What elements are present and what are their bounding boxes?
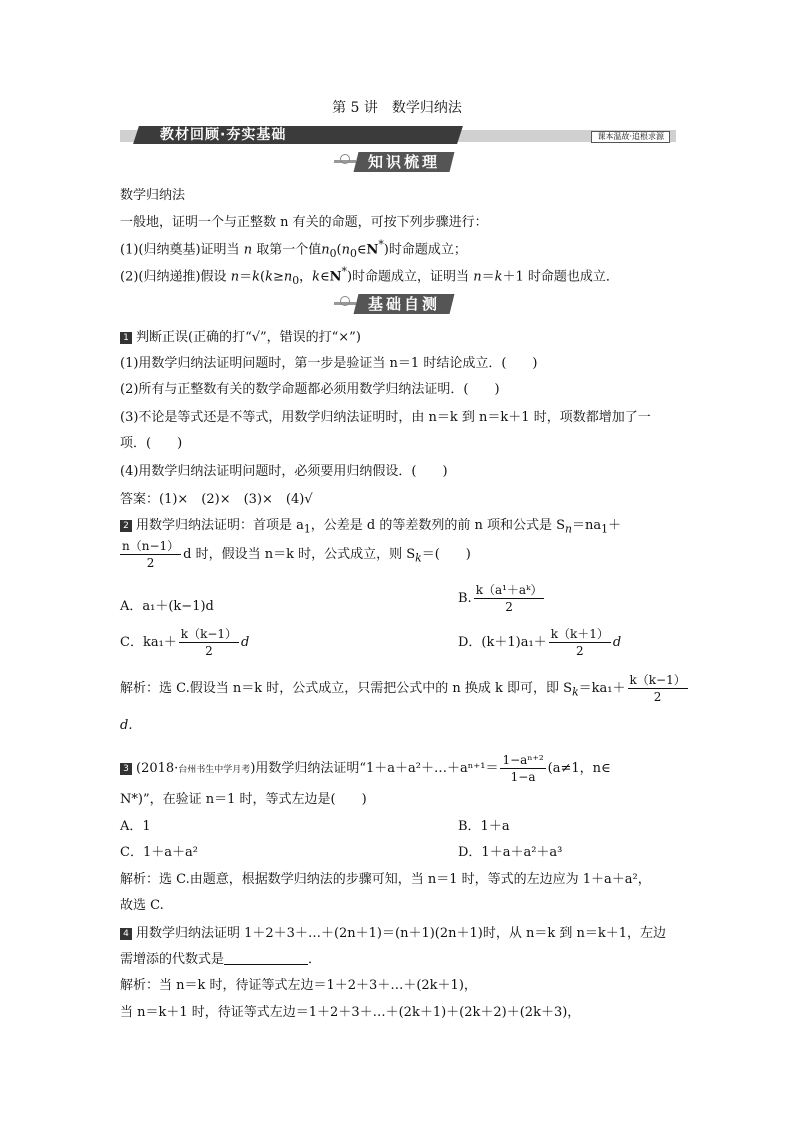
- q4-text-b: 需增添的代数式是: [120, 952, 225, 967]
- q4-stem-line1: [120, 922, 666, 941]
- fraction: [120, 538, 181, 571]
- fraction-denominator: 2: [575, 644, 584, 658]
- heading-decoration-circle: [340, 154, 350, 164]
- q2-text-c: ＝na: [572, 518, 602, 533]
- q4-analysis-line1: 解析：当 n＝k 时，待证等式左边＝1＋2＋3＋…＋(2k＋1)，: [120, 978, 477, 993]
- analysis-text-c: d.: [120, 718, 133, 733]
- question-number: 2: [120, 520, 132, 532]
- step2-text-a: (2)(归纳递推)假设: [120, 269, 227, 285]
- knowledge-step1: (1)(归纳奠基)证明当 n 取第一个值$n_0(n_0\in N^*)$时命题成立；: [120, 238, 467, 260]
- section-heading-self-test: [334, 294, 464, 314]
- fraction-numerator: n（n−1）: [122, 539, 180, 553]
- analysis-text-b: ＝ka₁＋: [578, 681, 626, 696]
- q1-answer: 答案：(1)× (2)× (3)× (4)√: [120, 492, 313, 507]
- q3-stem-line2: N*)”，在验证 n＝1 时，等式左边是( ): [120, 792, 367, 807]
- q3-analysis-line2: 故选 C.: [120, 898, 164, 913]
- section-heading-knowledge: [334, 152, 464, 172]
- step1-text-b: 取第一个值: [256, 242, 322, 258]
- q3-source-detail: 台州书生中学月考: [178, 765, 251, 775]
- q3-option-b: B．1＋a: [458, 819, 510, 834]
- heading-text: 基础自测: [367, 295, 440, 313]
- question-number: 4: [120, 928, 132, 940]
- q1-item4: (4)用数学归纳法证明问题时，必须要用归纳假设．( ): [120, 464, 448, 479]
- fraction-denominator: 2: [505, 600, 513, 614]
- fraction-numerator: k（k＋1）: [550, 627, 609, 641]
- fraction: [549, 626, 611, 659]
- q2-text-d: ＋: [608, 518, 622, 533]
- fraction: [628, 672, 688, 705]
- q2-text-f: ＝( ): [421, 547, 471, 562]
- q4-text-c: ．: [308, 952, 322, 967]
- q2-text-e: d 时，假设当 n＝k 时，公式成立，则 S: [183, 547, 416, 562]
- q1-item3-line2: 项．( ): [120, 436, 183, 451]
- q2-option-c: [120, 626, 249, 659]
- q4-text-a: 用数学归纳法证明 1＋2＋3＋…＋(2n＋1)＝(n＋1)(2n＋1)时，从 n＝k 到 n＝k＋1，左边: [136, 926, 667, 941]
- step2-text-b: 时命题成立，证明当: [352, 269, 470, 285]
- question-number: 1: [120, 332, 132, 344]
- q3-text-a: )用数学归纳法证明“1＋a＋a²＋…＋aⁿ⁺¹＝: [250, 761, 499, 776]
- q3-option-c: C．1＋a＋a²: [120, 845, 198, 860]
- q1-stem-text: 判断正误(正确的打“√”，错误的打“×”): [136, 330, 361, 345]
- knowledge-step2: (2)(归纳递推)假设 $n=k(k\ge n_0$，k∈N*)时命题成立，证明当 n＝k＋1 时命题也成立．: [120, 265, 619, 287]
- step1-text-c: 时命题成立；: [388, 242, 467, 258]
- knowledge-heading: 数学归纳法: [120, 188, 186, 203]
- q2-stem-line2: $\frac{n(n-1)}{2}$ d 时，假设当 n＝k 时，公式成立，则 $S_k=$( ): [122, 539, 471, 570]
- banner-main-text: 教材回顾·夯实基础: [160, 127, 287, 143]
- fraction-numerator: 1−aⁿ⁺²: [502, 753, 544, 767]
- fraction: [179, 626, 239, 659]
- banner-right-text: 课本温故·追根求源: [591, 131, 670, 143]
- fraction-numerator: k（k−1）: [629, 673, 686, 687]
- analysis-text-a: 解析：选 C.假设当 n＝k 时，公式成立，只需把公式中的 n 换成 k 即可，即 S: [120, 681, 573, 696]
- heading-text: 知识梳理: [367, 153, 440, 171]
- fraction: [474, 582, 545, 615]
- q2-option-b: [458, 582, 546, 615]
- knowledge-intro: 一般地，证明一个与正整数 n 有关的命题，可按下列步骤进行：: [120, 215, 488, 230]
- q1-stem: [120, 326, 361, 345]
- q2-analysis: 解析：选 C.假设当 n＝k 时，公式成立，只需把公式中的 n 换成 k 即可，即 $S_k=ka_1+$ $\frac{k(k-1)}{2}$: [120, 673, 686, 704]
- q4-analysis-line2: 当 n＝k＋1 时，待证等式左边＝1＋2＋3＋…＋(2k＋1)＋(2k＋2)＋(2k＋3)，: [120, 1005, 581, 1020]
- q3-source: (2018·: [136, 761, 179, 776]
- q2-text-a: 用数学归纳法证明：首项是 a: [136, 518, 304, 533]
- fraction-denominator: 2: [146, 556, 155, 570]
- question-number: 3: [120, 763, 132, 775]
- fraction-denominator: 1−a: [510, 770, 536, 784]
- option-label: D．(k＋1)a₁＋: [458, 635, 547, 650]
- q2-option-a: A．a₁＋(k−1)d: [120, 599, 214, 614]
- q1-item1: (1)用数学归纳法证明问题时，第一步是验证当 n＝1 时结论成立．( ): [120, 356, 538, 371]
- q2-stem-line1: 2 用数学归纳法证明：首项是 $a_1$，公差是 d 的等差数列的前 n 项和公式是 $S_n=na_1+$: [120, 514, 621, 536]
- section-banner: [120, 126, 676, 144]
- fraction-denominator: 2: [653, 690, 662, 704]
- fraction-denominator: 2: [205, 644, 213, 658]
- option-label: B.: [458, 591, 472, 606]
- option-label: C．ka₁＋: [120, 635, 177, 650]
- step1-text-a: (1)(归纳奠基)证明当: [120, 242, 240, 258]
- heading-decoration-circle: [340, 296, 350, 306]
- page-title: 第 5 讲 数学归纳法: [332, 100, 462, 116]
- fraction: [500, 752, 545, 785]
- answer-blank[interactable]: [224, 952, 308, 965]
- q1-item2: (2)所有与正整数有关的数学命题都必须用数学归纳法证明．( ): [120, 382, 500, 397]
- option-tail: d: [612, 635, 622, 650]
- step2-text-c: 时命题也成立．: [527, 269, 619, 285]
- fraction-numerator: k（k−1）: [180, 627, 238, 641]
- q3-text-b: (a≠1，n∈: [547, 761, 611, 776]
- q4-stem-line2: [120, 948, 321, 967]
- q3-option-d: D．1＋a＋a²＋a³: [458, 845, 563, 860]
- q2-text-b: ，公差是 d 的等差数列的前 n 项和公式是 S: [310, 518, 566, 533]
- q1-item3-line1: (3)不论是等式还是不等式，用数学归纳法证明时，由 n＝k 到 n＝k＋1 时，项数都增加了一: [120, 410, 651, 425]
- q3-stem-line1: [120, 752, 611, 785]
- option-tail: d: [241, 635, 250, 650]
- q2-option-d: [458, 626, 621, 659]
- q3-analysis-line1: 解析：选 C.由题意，根据数学归纳法的步骤可知，当 n＝1 时，等式的左边应为 1＋a＋a²，: [120, 872, 651, 887]
- q2-analysis-tail: [120, 718, 132, 733]
- q3-option-a: A．1: [120, 819, 151, 834]
- fraction-numerator: k（a¹＋aᵏ）: [475, 583, 543, 597]
